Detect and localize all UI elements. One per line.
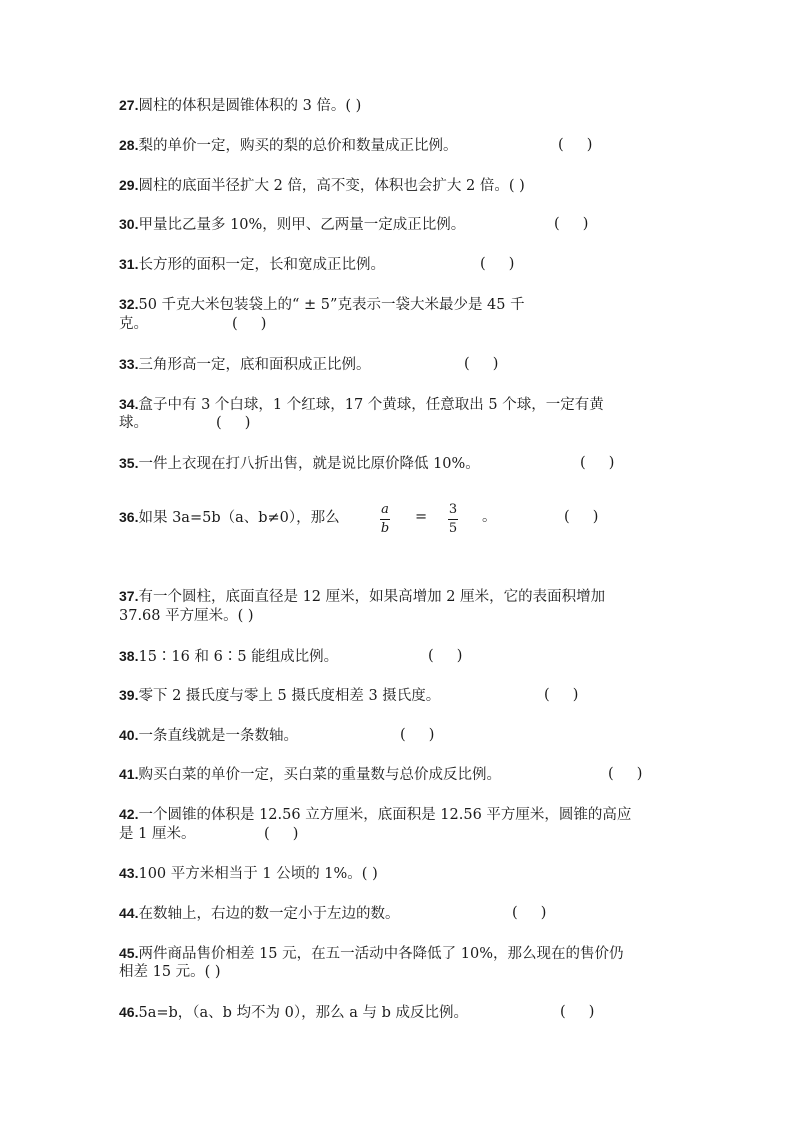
question-34-cont <box>119 413 148 433</box>
fraction-bar <box>448 519 458 520</box>
question-text: 梨的单价一定，购买的梨的总价和数量成正比例。 <box>138 138 458 154</box>
answer-blank: ( ) <box>560 1004 595 1020</box>
question-text: 是 1 厘米。 <box>119 826 196 842</box>
question-29 <box>119 175 525 196</box>
answer-blank: ( ) <box>232 316 267 332</box>
question-number: 37. <box>119 588 139 604</box>
answer-blank: ( ) <box>608 766 643 782</box>
fraction-3-over-5 <box>448 503 458 536</box>
question-number: 42. <box>119 806 139 822</box>
answer-blank: ( ) <box>216 415 251 431</box>
answer-blank: ( ) <box>544 687 579 703</box>
question-28 <box>119 135 457 156</box>
answer-blank: ( ) <box>464 356 499 372</box>
equals-sign: = <box>415 509 428 525</box>
question-number: 43. <box>119 865 139 881</box>
question-37-cont <box>119 606 254 626</box>
question-text: 100 平方米相当于 1 公顷的 1%。( ) <box>138 866 378 882</box>
question-text: 一个圆锥的体积是 12.56 立方厘米，底面积是 12.56 平方厘米，圆锥的高应 <box>138 807 632 823</box>
question-text: 有一个圆柱，底面直径是 12 厘米，如果高增加 2 厘米，它的表面积增加 <box>138 589 606 605</box>
question-32-cont <box>119 314 148 334</box>
question-text: 球。 <box>119 415 148 431</box>
question-text: 15∶16 和 6∶5 能组成比例。 <box>138 649 339 665</box>
question-text: 购买白菜的单价一定，买白菜的重量数与总价成反比例。 <box>138 767 501 783</box>
question-text: 零下 2 摄氏度与零上 5 摄氏度相差 3 摄氏度。 <box>138 688 441 704</box>
question-31 <box>119 254 385 275</box>
fraction-a-over-b <box>380 503 390 536</box>
question-number: 33. <box>119 356 139 372</box>
fraction-denominator: 5 <box>448 521 458 536</box>
answer-blank: ( ) <box>554 216 589 232</box>
question-number: 45. <box>119 945 139 961</box>
question-number: 44. <box>119 905 139 921</box>
question-43 <box>119 863 378 884</box>
question-35 <box>119 453 480 474</box>
answer-blank: ( ) <box>400 727 435 743</box>
question-number: 38. <box>119 648 139 664</box>
question-36 <box>119 507 340 528</box>
answer-blank: ( ) <box>428 648 463 664</box>
fraction-denominator: b <box>380 521 390 536</box>
question-number: 36. <box>119 509 139 525</box>
question-text: 三角形高一定，底和面积成正比例。 <box>138 357 371 373</box>
fraction-numerator: 3 <box>448 502 458 517</box>
answer-blank: ( ) <box>558 137 593 153</box>
question-37 <box>119 586 605 607</box>
answer-blank: ( ) <box>564 509 599 525</box>
question-42-cont <box>119 824 195 844</box>
question-text: 相差 15 元。( ) <box>119 964 221 980</box>
question-text: 长方形的面积一定，长和宽成正比例。 <box>138 257 385 273</box>
question-41 <box>119 764 501 785</box>
question-text: 克。 <box>119 316 148 332</box>
question-44 <box>119 903 399 924</box>
question-number: 28. <box>119 137 139 153</box>
question-number: 39. <box>119 687 139 703</box>
question-text: 37.68 平方厘米。( ) <box>119 608 254 624</box>
question-text: 在数轴上，右边的数一定小于左边的数。 <box>138 906 400 922</box>
question-32 <box>119 294 525 315</box>
question-text: 如果 3a=5b（a、b≠0），那么 <box>138 510 340 526</box>
fraction-bar <box>380 519 390 520</box>
question-33 <box>119 354 370 375</box>
question-text: 50 千克大米包装袋上的“ ± 5”克表示一袋大米最少是 45 千 <box>138 297 525 313</box>
period: 。 <box>482 509 497 525</box>
answer-blank: ( ) <box>264 826 299 842</box>
question-number: 35. <box>119 455 139 471</box>
question-45-cont <box>119 962 221 982</box>
question-text: 甲量比乙量多 10%，则甲、乙两量一定成正比例。 <box>138 217 466 233</box>
question-number: 31. <box>119 256 139 272</box>
question-text: 两件商品售价相差 15 元，在五一活动中各降低了 10%，那么现在的售价仍 <box>138 946 624 962</box>
question-40 <box>119 725 298 746</box>
question-number: 34. <box>119 396 139 412</box>
question-number: 29. <box>119 177 139 193</box>
question-text: 圆柱的体积是圆锥体积的 3 倍。( ) <box>138 98 362 114</box>
question-number: 40. <box>119 727 139 743</box>
question-42 <box>119 804 631 825</box>
answer-blank: ( ) <box>480 256 515 272</box>
question-text: 5a=b，（a、b 均不为 0），那么 a 与 b 成反比例。 <box>138 1005 469 1021</box>
question-number: 46. <box>119 1004 139 1020</box>
question-number: 41. <box>119 766 139 782</box>
question-text: 圆柱的底面半径扩大 2 倍，高不变，体积也会扩大 2 倍。( ) <box>138 178 525 194</box>
question-text: 一件上衣现在打八折出售，就是说比原价降低 10%。 <box>138 456 480 472</box>
question-30 <box>119 214 465 235</box>
question-text: 一条直线就是一条数轴。 <box>138 728 298 744</box>
question-number: 32. <box>119 296 139 312</box>
question-38 <box>119 646 338 667</box>
question-45 <box>119 943 623 964</box>
question-39 <box>119 685 440 706</box>
answer-blank: ( ) <box>512 905 547 921</box>
question-46 <box>119 1002 468 1023</box>
fraction-numerator: a <box>381 502 389 517</box>
question-27 <box>119 95 361 116</box>
question-34 <box>119 394 604 415</box>
question-number: 27. <box>119 97 139 113</box>
answer-blank: ( ) <box>580 455 615 471</box>
question-text: 盒子中有 3 个白球，1 个红球，17 个黄球，任意取出 5 个球，一定有黄 <box>138 397 604 413</box>
question-number: 30. <box>119 216 139 232</box>
